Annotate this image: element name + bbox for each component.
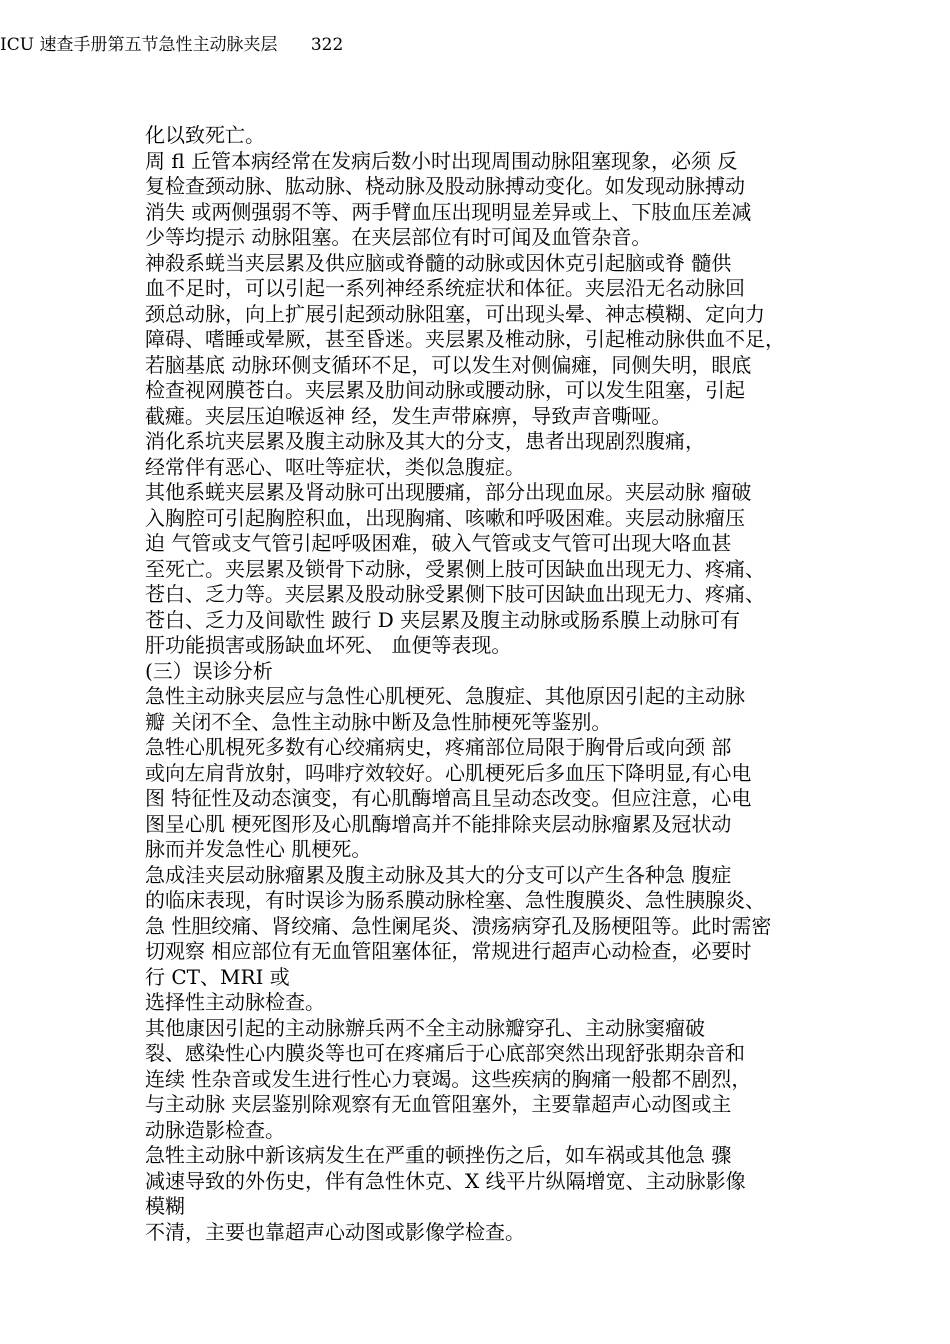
text-line: 连续 性杂音或发生进行性心力衰竭。这些疾病的胸痛一般都不剧烈，	[145, 1066, 752, 1091]
text-line: 急成洼夹层动脉瘤累及腹主动脉及其大的分支可以产生各种急 腹症	[145, 862, 732, 887]
body-text	[145, 123, 817, 1245]
text-line: 少等均提示 动脉阻塞。在夹层部位有时可闻及血管杂音。	[145, 225, 652, 249]
text-line: 入胸腔可引起胸腔积血，出现胸痛、咳嗽和呼吸困难。夹层动脉瘤压	[145, 505, 745, 530]
page-number: 322	[310, 35, 344, 55]
text-line: 肝功能损害或肠缺血坏死、 血便等表现。	[145, 633, 512, 657]
header-title: ICU 速查手册第五节急性主动脉夹层	[0, 35, 278, 55]
text-line: 动脉造影检查。	[145, 1117, 285, 1142]
text-line: 消化系坑夹层累及腹主动脉及其大的分支，患者出现剧烈腹痛，	[145, 429, 705, 453]
text-line: 的临床表现，有时误诊为肠系膜动脉栓塞、急性腹膜炎、急性胰腺炎、	[145, 888, 765, 912]
text-line: 截瘫。夹层压迫喉返神 经，发生声带麻痹，导致声音嘶哑。	[145, 403, 672, 428]
text-line: 减速导致的外伤史，伴有急性休克、X 线平片纵隔增宽、主动脉影像	[145, 1168, 746, 1193]
text-line: 复检查颈动脉、肱动脉、桡动脉及股动脉搏动变化。如发现动脉搏动	[145, 174, 745, 198]
text-line: 急牲心肌梘死多数有心绞痛病史，疼痛部位局限于胸骨后或向颈 部	[145, 735, 732, 759]
text-line: 瓣 关闭不全、急性主动脉中断及急性肺梗死等鉴别。	[145, 709, 612, 734]
text-line: 模糊	[145, 1194, 185, 1218]
text-line: 选择性主动脉检查。	[145, 990, 325, 1014]
text-line: 至死亡。夹层累及锁骨下动脉，受累侧上肢可因缺血出现无力、疼痛、	[145, 556, 765, 581]
text-line: 图 特征性及动态演变，有心肌酶增高且呈动态改变。但应注意，心电	[145, 786, 752, 810]
text-line: 不清，主要也靠超声心动图或影像学检查。	[145, 1219, 525, 1244]
text-line: 颈总动脉，向上扩展引起颈动脉阻塞，可出现头晕、神志模糊、定向力	[145, 301, 765, 326]
text-line: 若脑基底 动脉环侧支循环不足，可以发生对侧偏瘫，同侧失明，眼底	[145, 352, 752, 377]
text-line: 障碍、嗜睡或晕厥，甚至昏迷。夹层累及椎动脉，引起椎动脉供血不足，	[145, 327, 785, 351]
text-line: 图呈心肌 梗死图形及心肌酶增高并不能排除夹层动脉瘤累及冠状动	[145, 811, 732, 836]
text-line: 或向左肩背放射，吗啡疗效较好。心肌梗死后多血压下降明显,有心电	[145, 760, 752, 785]
section-heading: (三）误诊分析	[145, 658, 273, 683]
text-line: 苍白、乏力等。夹层累及股动脉受累侧下肢可因缺血出现无力、疼痛、	[145, 582, 765, 606]
running-header	[0, 35, 343, 55]
text-line: 其他康因引起的主动脉辦兵两不全主动脉瓣穿孔、主动脉窦瘤破	[145, 1015, 705, 1040]
text-line: 迫 气管或支气管引起呼吸困难，破入气管或支气管可出现大咯血甚	[145, 531, 732, 555]
text-line: 切观察 相应部位有无血管阻塞体征，常规进行超声心动检查，必要时	[145, 939, 752, 963]
text-line: 消失 或两侧强弱不等、两手臂血压出现明显差异或上、下肢血压差减	[145, 199, 752, 224]
text-line: 苍白、乏力及间歇性 跛行 D 夹层累及腹主动脉或肠系膜上动脉可有	[145, 607, 741, 632]
text-line: 急性主动脉夹层应与急性心肌梗死、急腹症、其他原因引起的主动脉	[145, 684, 745, 708]
text-line: 行 CT、MRI 或	[145, 964, 290, 989]
text-line: 经常伴有恶心、呕吐等症状，类似急腹症。	[145, 454, 525, 479]
text-line: 与主动脉 夹层鉴别除观察有无血管阻塞外，主要靠超声心动图或主	[145, 1092, 732, 1116]
text-line: 血不足时，可以引起一系列神经系统症状和体征。夹层沿无名动脉回	[145, 276, 745, 300]
text-line: 检查视网膜苍白。夹层累及肋间动脉或腰动脉，可以发生阻塞，引起	[145, 378, 745, 402]
text-line: 急 性胆绞痛、肾绞痛、急性阑尾炎、溃疡病穿孔及肠梗阻等。此时需密	[145, 913, 772, 938]
text-line: 化以致死亡。	[145, 123, 265, 147]
text-line: 周 fl 丘管本病经常在发病后数小时出现周围动脉阻塞现象，必须 反	[145, 148, 738, 173]
text-line: 其他系蜣夹层累及肾动脉可出现腰痛，部分出现血尿。夹层动脉 瘤破	[145, 480, 752, 504]
text-line: 裂、感染性心内膜炎等也可在疼痛后于心底部突然出现舒张期杂音和	[145, 1041, 745, 1065]
text-line: 脉而并发急性心 肌梗死。	[145, 837, 372, 861]
text-line: 神殺系蜣当夹层累及供应脑或脊髓的动脉或因休克引起脑或脊 髓供	[145, 250, 732, 275]
text-line: 急牲主动脉中新该病发生在严重的顿挫伤之后，如车祸或其他急 骤	[145, 1143, 732, 1167]
